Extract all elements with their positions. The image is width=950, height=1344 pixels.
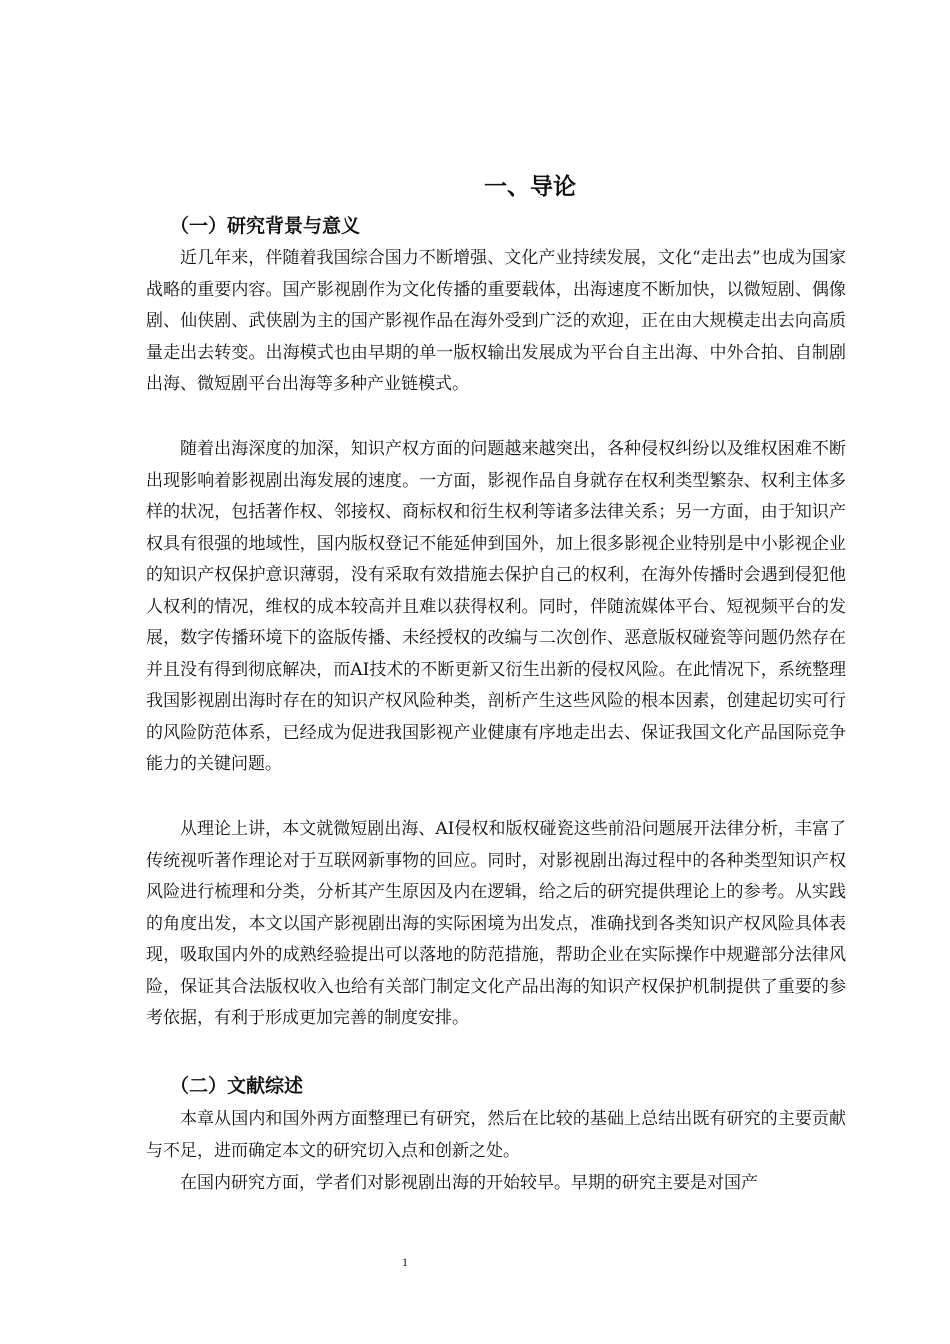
section-heading-background: （一）研究背景与意义 <box>170 215 361 237</box>
paragraph-background-1: 近几年来，伴随着我国综合国力不断增强、文化产业持续发展，文化“走出去”也成为国家战略的重要内容。国产影视剧作为文化传播的重要载体，出海速度不断加快，以微短剧、偶像剧、仙侠剧、武侠剧为主的国产影视作品在海外受到广泛的欢迎，正在由大规模走出去向高质量走出去转变。出海模式也由早期的单一版权输出发展成为平台自主出海、中外合拍、自制剧出海、微短剧平台出海等多种产业链模式。 <box>146 248 846 394</box>
section-heading-literature-review: （二）文献综述 <box>170 1075 304 1097</box>
paragraph-domestic-research: 在国内研究方面，学者们对影视剧出海的开始较早。早期的研究主要是对国产 <box>180 1173 758 1193</box>
page-number: 1 <box>402 1255 408 1269</box>
paragraph-background-2: 随着出海深度的加深，知识产权方面的问题越来越突出，各种侵权纠纷以及维权困难不断出现影响着影视剧出海发展的速度。一方面，影视作品自身就存在权利类型繁杂、权利主体多样的状况，包括著作权、邻接权、商标权和衍生权利等诸多法律关系；另一方面，由于知识产权具有很强的地域性，国内版权登记不能延伸到国外，加上很多影视企业特别是中小影视企业的知识产权保护意识薄弱，没有采取有效措施去保护自己的权利，在海外传播时会遇到侵犯他人权利的情况，维权的成本较高并且难以获得权利。同时，伴随流媒体平台、短视频平台的发展，数字传播环境下的盗版传播、未经授权的改编与二次创作、恶意版权碰瓷等问题仍然存在并且没有得到彻底解决，而AI技术的不断更新又衍生出新的侵权风险。在此情况下，系统整理我国影视剧出海时存在的知识产权风险种类，剖析产生这些风险的根本因素，创建起切实可行的风险防范体系，已经成为促进我国影视产业健康有序地走出去、保证我国文化产品国际竞争能力的关键问题。 <box>146 439 846 774</box>
paragraph-significance: 从理论上讲，本文就微短剧出海、AI侵权和版权碰瓷这些前沿问题展开法律分析，丰富了传统视听著作理论对于互联网新事物的回应。同时，对影视剧出海过程中的各种类型知识产权风险进行梳理和分类，分析其产生原因及内在逻辑，给之后的研究提供理论上的参考。从实践的角度出发，本文以国产影视剧出海的实际困境为出发点，准确找到各类知识产权风险具体表现，吸取国内外的成熟经验提出可以落地的防范措施，帮助企业在实际操作中规避部分法律风险，保证其合法版权收入也给有关部门制定文化产品出海的知识产权保护机制提供了重要的参考依据，有利于形成更加完善的制度安排。 <box>146 819 846 1028</box>
paragraph-literature-intro: 本章从国内和国外两方面整理已有研究，然后在比较的基础上总结出既有研究的主要贡献与不足，进而确定本文的研究切入点和创新之处。 <box>146 1109 846 1161</box>
chapter-title: 一、导论 <box>484 174 576 200</box>
